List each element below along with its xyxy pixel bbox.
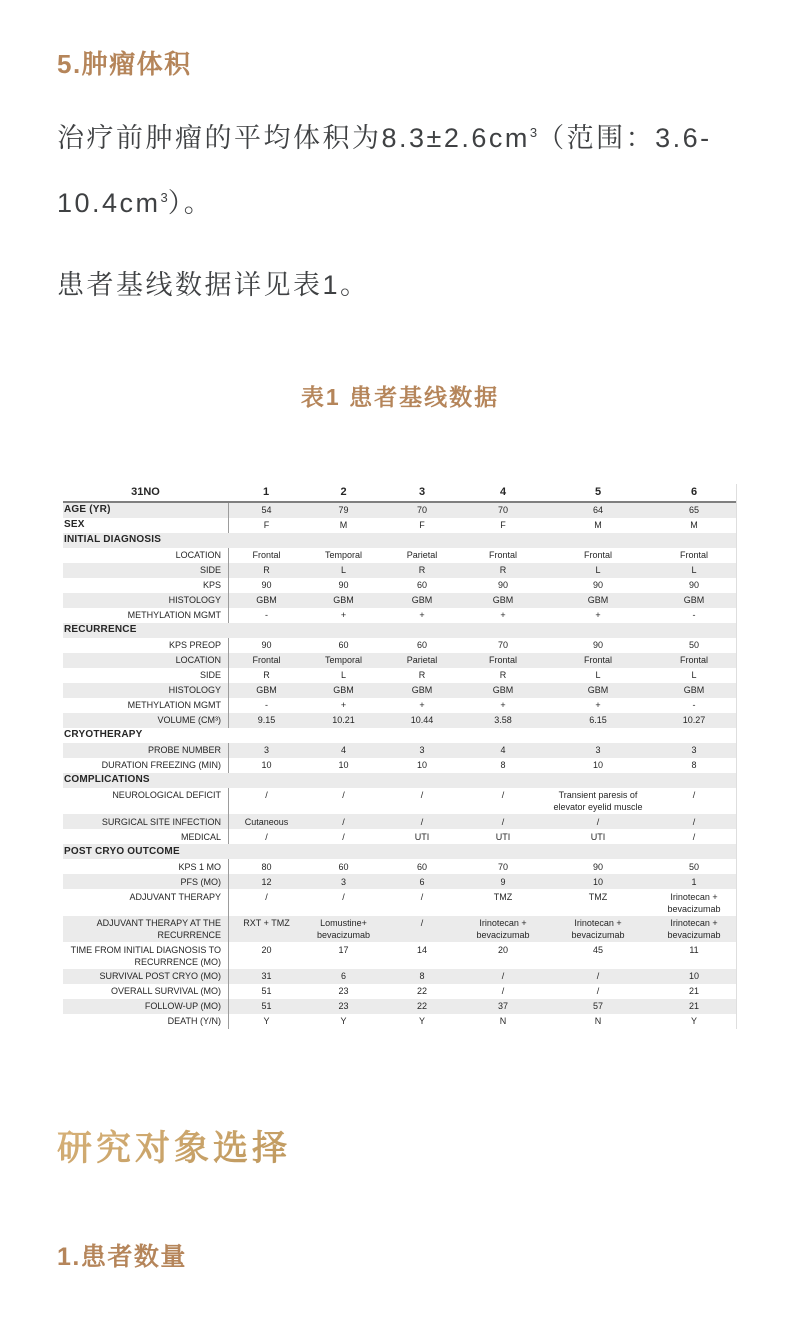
table-cell: Irinotecan + bevacizumab <box>476 918 530 940</box>
table-row <box>63 593 736 608</box>
section-5-heading: 5.肿瘤体积 <box>57 49 192 79</box>
table-cell: 3 <box>691 745 697 755</box>
table-cell: 22 <box>416 1001 427 1011</box>
row-label: RECURRENCE <box>64 624 137 635</box>
table-row <box>63 859 736 874</box>
table-cell <box>304 533 383 536</box>
row-label: PROBE NUMBER <box>147 745 221 755</box>
table-cell: - <box>692 610 696 620</box>
table-cell: - <box>228 698 304 713</box>
table-cell: Irinotecan + bevacizumab <box>667 891 721 914</box>
table-cell: TMZ <box>588 891 608 902</box>
table-row <box>63 829 736 844</box>
table-cell: / <box>596 816 600 827</box>
table-cell: - <box>228 608 304 623</box>
row-label: METHYLATION MGMT <box>127 610 221 620</box>
table-cell: R <box>499 670 507 680</box>
table-cell: L <box>595 670 601 680</box>
table-cell: R <box>418 565 426 575</box>
table-cell <box>228 533 304 548</box>
table-row <box>63 889 736 916</box>
table-cell: 21 <box>688 986 699 996</box>
table-cell: Parietal <box>406 550 438 560</box>
table-row <box>63 942 736 969</box>
row-label: KPS PREOP <box>168 640 221 650</box>
table-cell <box>651 773 737 776</box>
table-cell: GBM <box>587 685 609 695</box>
table-cell: RXT + TMZ <box>228 916 304 943</box>
row-label: MEDICAL <box>180 831 221 842</box>
table-cell: Frontal <box>583 550 612 560</box>
table-cell: TMZ <box>493 891 513 902</box>
table-cell: 10 <box>688 971 699 981</box>
table-cell <box>461 623 545 626</box>
table-row <box>63 533 736 548</box>
table-row <box>63 743 736 758</box>
table-cell <box>651 623 737 626</box>
table-cell: 45 <box>592 944 603 955</box>
table-cell: 6 <box>340 971 346 981</box>
table-cell: / <box>596 971 600 981</box>
table-row <box>63 683 736 698</box>
row-label: METHYLATION MGMT <box>127 700 221 710</box>
table-cell <box>304 844 383 847</box>
table-cell: 17 <box>338 944 349 955</box>
table-cell: 37 <box>497 1001 508 1011</box>
table-cell: + <box>595 610 601 620</box>
table-cell: 8 <box>500 760 506 770</box>
table-cell: 50 <box>688 861 699 872</box>
table-cell: Temporal <box>324 550 362 560</box>
table-cell: / <box>342 790 345 800</box>
table-cell: R <box>228 668 304 683</box>
table-row <box>63 844 736 859</box>
patient-baseline-table <box>63 484 737 1029</box>
row-label: ADJUVANT THERAPY <box>129 891 221 902</box>
table-cell: / <box>501 971 505 981</box>
table-cell <box>651 533 737 536</box>
table-cell: Y <box>418 1016 425 1026</box>
table-cell: 9.15 <box>228 713 304 728</box>
table-cell: 65 <box>688 505 699 515</box>
table-cell: L <box>691 565 697 575</box>
table-cell <box>461 728 545 731</box>
row-label: KPS <box>202 580 221 590</box>
paragraph-text: 治疗前肿瘤的平均体积为8.3±2.6cm <box>57 123 530 153</box>
row-label: OVERALL SURVIVAL (MO) <box>110 986 221 996</box>
table-cell: 51 <box>228 999 304 1014</box>
table-cell: 70 <box>497 640 508 650</box>
table-cell: / <box>692 816 696 827</box>
table-cell: 3 <box>595 745 601 755</box>
table-row <box>63 608 736 623</box>
table-cell <box>545 533 651 536</box>
table-cell: 79 <box>338 505 349 515</box>
table-cell: 3.58 <box>494 715 512 725</box>
row-label: DEATH (Y/N) <box>167 1016 221 1026</box>
table-cell: 8 <box>691 760 697 770</box>
table-cell: 90 <box>688 580 699 590</box>
table-cell: 70 <box>497 861 508 872</box>
table-cell: GBM <box>587 595 609 605</box>
table-cell: Frontal <box>488 655 517 665</box>
table-cell: 51 <box>228 984 304 999</box>
row-label: VOLUME (CM³) <box>157 715 221 725</box>
table-cell: Frontal <box>679 550 708 560</box>
table-cell: Y <box>340 1016 347 1026</box>
table-cell: / <box>342 831 345 842</box>
table-cell: / <box>501 790 505 800</box>
paragraph-tumor-volume <box>57 103 743 233</box>
table-cell: 60 <box>416 580 427 590</box>
row-label: HISTOLOGY <box>168 685 221 695</box>
row-label: NEUROLOGICAL DEFICIT <box>112 790 221 800</box>
table-cell: 22 <box>416 986 427 996</box>
table-cell: / <box>420 816 424 827</box>
table-cell: / <box>420 918 424 928</box>
table-cell: Lomustine+ bevacizumab <box>316 918 371 940</box>
table-row <box>63 1014 736 1029</box>
table-cell: 4 <box>340 745 346 755</box>
table-cell <box>651 844 737 847</box>
table-cell: GBM <box>411 685 433 695</box>
table-cell <box>461 844 545 847</box>
table-row <box>63 758 736 773</box>
table-row <box>63 698 736 713</box>
table-cell: 60 <box>338 861 349 872</box>
table-cell <box>383 623 461 626</box>
table-cell: 6.15 <box>589 715 607 725</box>
table-cell: Frontal <box>228 548 304 563</box>
header-cell-patient: 2 <box>340 485 347 498</box>
table-cell <box>228 728 304 743</box>
table-cell: L <box>340 670 346 680</box>
table-cell: 70 <box>497 505 508 515</box>
table-cell: GBM <box>492 685 514 695</box>
table-cell: F <box>228 518 304 533</box>
row-label: SURGICAL SITE INFECTION <box>101 816 221 827</box>
table-cell: GBM <box>411 595 433 605</box>
table-cell <box>545 844 651 847</box>
table-cell <box>383 773 461 776</box>
table-cell: 20 <box>497 944 508 955</box>
table-cell <box>651 728 737 731</box>
row-label: INITIAL DIAGNOSIS <box>64 534 162 545</box>
table-cell: 11 <box>689 944 699 955</box>
table-cell: / <box>501 816 505 827</box>
table-cell: 70 <box>416 505 427 515</box>
row-label: ADJUVANT THERAPY AT THE RECURRENCE <box>96 918 221 940</box>
table-cell: 90 <box>497 580 508 590</box>
table-row <box>63 788 736 815</box>
table-cell: Irinotecan + bevacizumab <box>571 918 625 940</box>
table-cell: / <box>420 891 424 902</box>
table-cell: + <box>500 610 506 620</box>
table-cell: GBM <box>333 595 354 605</box>
table-cell: / <box>228 889 304 916</box>
table-cell: - <box>692 700 696 710</box>
table-body <box>63 503 736 1029</box>
table-cell: GBM <box>492 595 514 605</box>
table-cell: 21 <box>688 1001 699 1011</box>
row-label: COMPLICATIONS <box>64 774 150 785</box>
table-cell: Irinotecan + bevacizumab <box>667 918 721 940</box>
table-cell: 54 <box>228 503 304 518</box>
row-label: TIME FROM INITIAL DIAGNOSIS TO RECURRENCE (MO) <box>70 944 221 967</box>
table-cell: GBM <box>333 685 354 695</box>
table-cell: / <box>228 829 304 844</box>
table-cell: 8 <box>419 971 425 981</box>
table-cell: 10 <box>592 760 603 770</box>
table-cell <box>228 773 304 788</box>
table-cell: 80 <box>228 859 304 874</box>
table-cell <box>228 623 304 638</box>
header-cell-label: 31NO <box>131 485 160 498</box>
table-cell: 90 <box>592 861 603 872</box>
table-cell: / <box>501 986 505 996</box>
table-cell: 90 <box>592 580 603 590</box>
table-cell <box>545 773 651 776</box>
paragraph-text: ）。 <box>167 188 214 218</box>
table-cell <box>545 728 651 731</box>
table-row <box>63 999 736 1014</box>
table-cell: 60 <box>338 640 349 650</box>
table-cell: Y <box>228 1014 304 1029</box>
table-cell: / <box>420 790 424 800</box>
table-cell: 10 <box>338 760 349 770</box>
table-cell: + <box>595 700 601 710</box>
table-cell: 3 <box>228 743 304 758</box>
row-label: SIDE <box>199 670 221 680</box>
table-cell: 20 <box>228 942 304 969</box>
table-row <box>63 503 736 518</box>
table-row <box>63 814 736 829</box>
table-cell: L <box>595 565 601 575</box>
table-cell: N <box>499 1016 507 1026</box>
table-cell: R <box>228 563 304 578</box>
table-cell: 4 <box>500 745 506 755</box>
table-cell: 12 <box>228 874 304 889</box>
table-cell: 9 <box>500 876 506 887</box>
table-cell: R <box>499 565 507 575</box>
table-cell: 60 <box>416 640 427 650</box>
table-cell <box>461 533 545 536</box>
table-row <box>63 969 736 984</box>
table-cell: Parietal <box>406 655 438 665</box>
table-cell: N <box>594 1016 602 1026</box>
table-row <box>63 874 736 889</box>
table-cell: 57 <box>592 1001 603 1011</box>
table-row <box>63 548 736 563</box>
table-cell: / <box>692 790 696 800</box>
table-cell: 3 <box>340 876 346 887</box>
table-cell: 14 <box>416 944 427 955</box>
table-cell: M <box>594 520 602 530</box>
table-cell: 60 <box>416 861 427 872</box>
table-cell: 3 <box>419 745 425 755</box>
row-label: LOCATION <box>175 655 221 665</box>
table-row <box>63 653 736 668</box>
paragraph-table-reference: 患者基线数据详见表1。 <box>57 270 370 300</box>
table-cell: 10 <box>592 876 603 887</box>
row-label: LOCATION <box>175 550 221 560</box>
table-cell: 50 <box>688 640 699 650</box>
table-cell: 90 <box>228 578 304 593</box>
table-cell: 23 <box>338 1001 349 1011</box>
table-cell: 90 <box>228 638 304 653</box>
table-cell: 31 <box>228 969 304 984</box>
table-cell <box>304 773 383 776</box>
table-cell <box>461 773 545 776</box>
table-cell: UTI <box>590 831 606 842</box>
row-label: SURVIVAL POST CRYO (MO) <box>99 971 221 981</box>
patient-count-heading: 1.患者数量 <box>57 1242 187 1271</box>
header-cell-patient: 3 <box>418 485 426 498</box>
table-cell: GBM <box>228 593 304 608</box>
header-cell-patient: 5 <box>594 485 602 498</box>
row-label: PFS (MO) <box>180 876 221 887</box>
table-cell <box>545 623 651 626</box>
table-cell: UTI <box>414 831 430 842</box>
table-row <box>63 518 736 533</box>
header-cell-patient: 4 <box>499 485 507 498</box>
table-cell: 64 <box>592 505 603 515</box>
table-cell <box>228 844 304 859</box>
table-cell: L <box>691 670 697 680</box>
table-row <box>63 916 736 943</box>
table-row <box>63 728 736 743</box>
table-cell: 10 <box>416 760 427 770</box>
table-cell: / <box>342 891 345 902</box>
table-row <box>63 773 736 788</box>
table-header-row <box>63 484 736 503</box>
table-cell: + <box>340 610 347 620</box>
row-label: HISTOLOGY <box>168 595 221 605</box>
table-cell: Cutaneous <box>228 814 304 829</box>
table-cell: / <box>596 986 600 996</box>
row-label: SEX <box>64 519 85 530</box>
table-row <box>63 638 736 653</box>
row-label: POST CRYO OUTCOME <box>64 845 180 857</box>
table-cell: 10 <box>228 758 304 773</box>
table-row <box>63 984 736 999</box>
table-row <box>63 578 736 593</box>
row-label: KPS 1 MO <box>178 861 221 872</box>
table-cell <box>383 844 461 847</box>
table-cell: / <box>228 788 304 815</box>
table-row <box>63 668 736 683</box>
table-cell: Frontal <box>228 653 304 668</box>
table-cell: L <box>340 565 346 575</box>
table-cell: GBM <box>683 595 705 605</box>
table-cell: + <box>500 700 506 710</box>
paragraph-text: （范围：3.6-10.4cm <box>57 123 712 218</box>
table-row <box>63 623 736 638</box>
table-cell: + <box>340 700 347 710</box>
table-cell: / <box>342 816 345 827</box>
table-cell: 23 <box>338 986 349 996</box>
table-cell: 10.27 <box>682 715 706 725</box>
table-cell: GBM <box>683 685 705 695</box>
table-cell: 6 <box>419 876 425 887</box>
table-cell: 90 <box>338 580 349 590</box>
table-cell: 10.21 <box>332 715 355 725</box>
table-cell: F <box>419 520 425 530</box>
table-cell: 10.44 <box>410 715 434 725</box>
table-cell: UTI <box>495 831 511 842</box>
table-cell: + <box>419 610 425 620</box>
row-label: FOLLOW-UP (MO) <box>144 1001 221 1011</box>
table-cell <box>383 728 461 731</box>
table-title: 表1 患者基线数据 <box>300 384 500 410</box>
table-cell <box>383 533 461 536</box>
table-cell: R <box>418 670 426 680</box>
table-cell: Y <box>690 1016 697 1026</box>
table-cell <box>304 728 383 731</box>
table-cell: Frontal <box>583 655 612 665</box>
table-row <box>63 713 736 728</box>
table-cell: F <box>500 520 506 530</box>
table-cell: Transient paresis of elevator eyelid muscle <box>553 790 643 812</box>
table-cell <box>304 623 383 626</box>
study-subject-selection-heading: 研究对象选择 <box>57 1121 743 1171</box>
table-cell: M <box>690 520 698 530</box>
header-cell-patient: 6 <box>690 485 698 498</box>
row-label: DURATION FREEZING (MIN) <box>101 760 221 770</box>
table-cell: Frontal <box>679 655 708 665</box>
table-cell: 1 <box>691 876 697 887</box>
table-cell: / <box>692 831 696 842</box>
table-cell: + <box>419 700 425 710</box>
table-cell: Frontal <box>488 550 517 560</box>
row-label: AGE (YR) <box>64 504 111 515</box>
table-cell: Temporal <box>324 655 362 665</box>
superscript-3: 3 <box>529 125 538 140</box>
header-cell-patient: 1 <box>262 485 270 498</box>
table-cell: 90 <box>592 640 603 650</box>
table-cell: GBM <box>228 683 304 698</box>
table-row <box>63 563 736 578</box>
superscript-3: 3 <box>160 190 168 205</box>
row-label: SIDE <box>199 565 221 575</box>
row-label: CRYOTHERAPY <box>64 729 143 740</box>
table-cell: M <box>339 520 348 530</box>
